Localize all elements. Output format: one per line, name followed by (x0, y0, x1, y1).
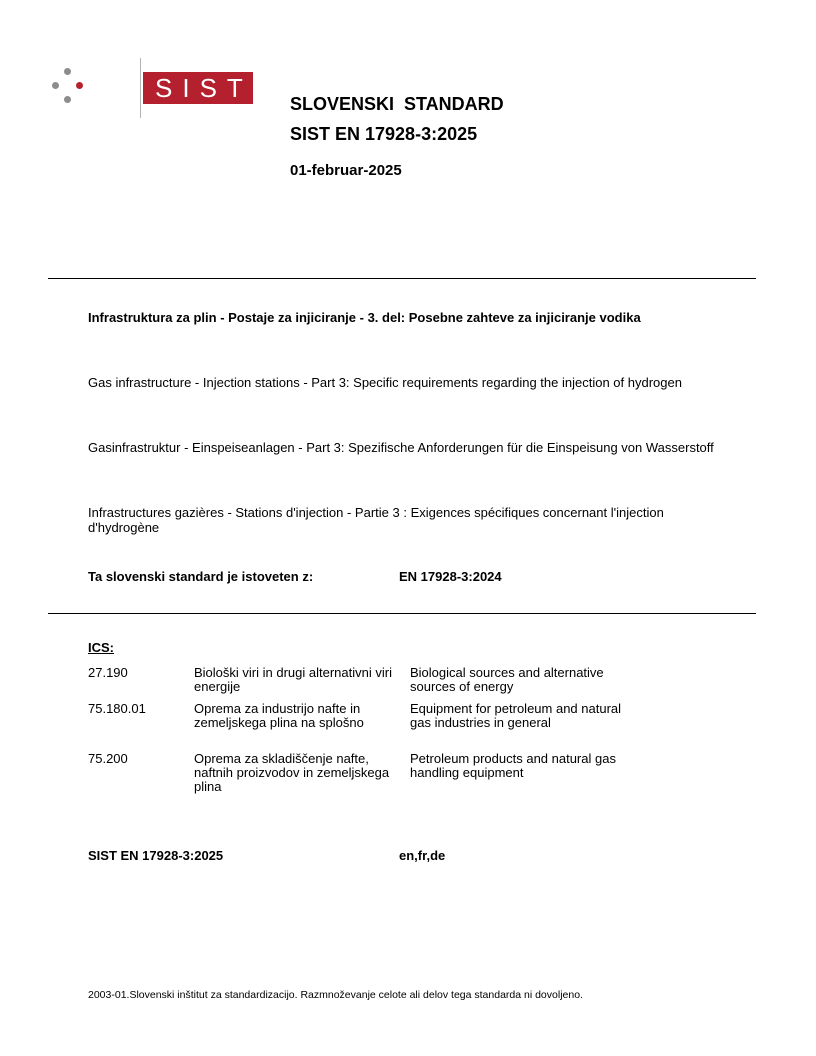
ics-description-en: Petroleum products and natural gas handling equipment (410, 751, 616, 780)
ics-description-sl: Oprema za industrijo nafte in zemeljskega plina na splošno (194, 701, 364, 730)
document-type: SLOVENSKI STANDARD (290, 94, 504, 114)
ics-label: ICS: (88, 640, 114, 655)
divider-bottom (48, 613, 756, 614)
footer-languages: en,fr,de (399, 848, 446, 863)
identical-label: Ta slovenski standard je istoveten z: (88, 569, 314, 584)
sist-logo (48, 58, 253, 118)
title-german: Gasinfrastruktur - Einspeiseanlagen - Part 3: Spezifische Anforderungen für die Einspeisung von Wasserstoff (88, 440, 714, 455)
copyright-notice: 2003-01.Slovenski inštitut za standardizacijo. Razmnoževanje celote ali delov tega standarda ni dovoljeno. (88, 989, 583, 1001)
ics-description-en: Equipment for petroleum and natural gas industries in general (410, 701, 622, 730)
logo-dot-icon (64, 68, 71, 75)
logo-dot-icon (52, 82, 59, 89)
ics-code: 75.200 (88, 751, 128, 766)
title-english: Gas infrastructure - Injection stations - Part 3: Specific requirements regarding the injection of hydrogen (88, 375, 682, 390)
document-number: SIST EN 17928-3:2025 (290, 124, 478, 144)
footer-document-number: SIST EN 17928-3:2025 (88, 848, 224, 863)
ics-code: 75.180.01 (88, 701, 146, 716)
identical-value: EN 17928-3:2024 (399, 569, 502, 584)
ics-code: 27.190 (88, 665, 128, 680)
ics-description-sl: Biološki viri in drugi alternativni viri energije (194, 665, 392, 694)
title-french: Infrastructures gazières - Stations d'injection - Partie 3 : Exigences spécifiques concernant l'injection d'hydrogène (88, 505, 664, 535)
logo-divider (140, 58, 141, 118)
title-slovenian: Infrastruktura za plin - Postaje za injiciranje - 3. del: Posebne zahteve za injiciranje vodika (88, 310, 641, 325)
logo-dot-icon (76, 82, 83, 89)
logo-dot-icon (64, 96, 71, 103)
divider-top (48, 278, 756, 279)
logo-wordmark: SIST (143, 72, 253, 104)
publication-date: 01-februar-2025 (290, 162, 402, 179)
ics-description-sl: Oprema za skladiščenje nafte, naftnih proizvodov in zemeljskega plina (194, 751, 390, 794)
ics-description-en: Biological sources and alternative sources of energy (410, 665, 604, 694)
